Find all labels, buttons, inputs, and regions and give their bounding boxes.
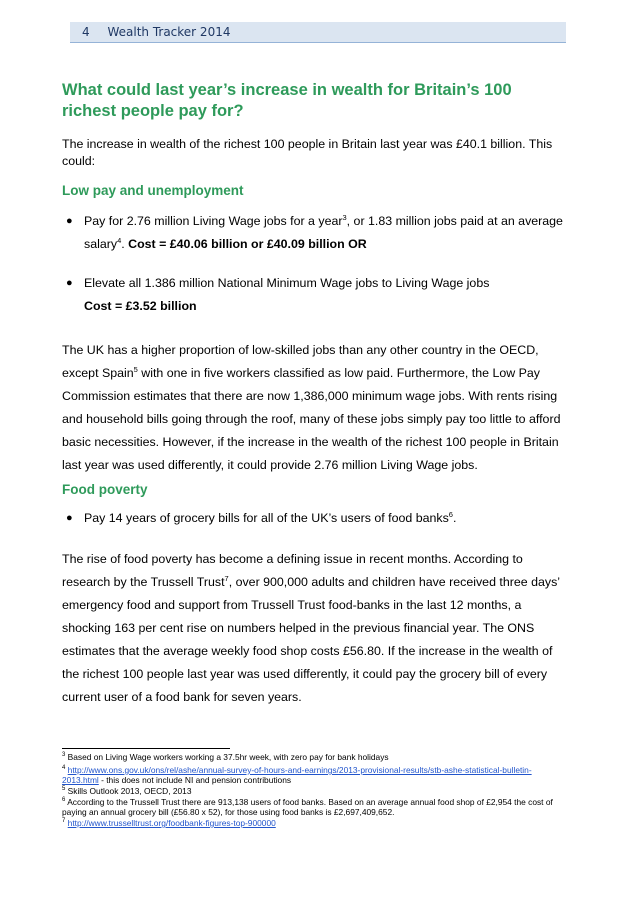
bullet-text-part: Pay for 2.76 million Living Wage jobs for a year — [84, 214, 343, 228]
footnote-text: Based on Living Wage workers working a 37.5hr week, with zero pay for bank holidays — [65, 752, 389, 762]
footnote-ref: 6 — [448, 509, 453, 519]
bullet-icon: ● — [66, 277, 73, 289]
bullet-text-part: Pay 14 years of grocery bills for all of the UK’s users of food banks — [84, 511, 449, 525]
footnote-link[interactable]: http://www.ons.gov.uk/ons/rel/ashe/annual-survey-of-hours-and-earnings/2013-provisional-results/stb-ashe-statistical-bulletin-2013.html — [62, 765, 532, 785]
bullet-text — [84, 210, 564, 256]
paragraph-text: The UK has a higher proportion of low-skilled jobs than any other country in the OECD, except Spain — [62, 343, 539, 380]
footnote-3 — [62, 752, 567, 762]
footnote-text: - this does not include NI and pension contributions — [98, 775, 292, 785]
page-number: 4 — [82, 25, 90, 39]
body-paragraph-food-poverty — [62, 548, 567, 709]
footnote-6 — [62, 797, 567, 817]
page-header — [70, 22, 566, 43]
section-heading-low-pay: Low pay and unemployment — [62, 183, 244, 198]
bullet-text-part: . — [452, 511, 457, 525]
footnote-7 — [62, 818, 567, 828]
bullet-text — [84, 507, 564, 530]
footnote-4 — [62, 765, 567, 785]
header-title: Wealth Tracker 2014 — [107, 25, 231, 39]
footnote-5 — [62, 786, 567, 796]
paragraph-text: with one in five workers classified as low paid. Furthermore, the Low Pay Commission estimates that there are now 1,386,000 minimum wage jobs. With rents rising and household bills going through the roof, many of these jobs simply pay too little to afford basic necessities. However, if the increase in the wealth of the richest 100 people in Britain last year was used differently, it could provide 2.76 million Living Wage jobs. — [62, 366, 561, 472]
paragraph-text: , over 900,000 adults and children have received three days’ emergency food and support from Trussell Trust food-banks in the last 12 months, a shocking 163 per cent rise on numbers helped in the previous financial year. The ONS estimates that the average weekly food shop costs £56.80. If the increase in the wealth of the richest 100 people last year was used differently, it could pay the grocery bill of every current user of a food bank for seven years. — [62, 575, 560, 704]
cost-text: Cost = £40.06 billion or £40.09 billion OR — [128, 237, 367, 251]
bullet-icon: ● — [66, 512, 73, 524]
footnote-ref: 5 — [133, 364, 138, 374]
cost-text: Cost = £3.52 billion — [84, 299, 197, 313]
section-heading-food-poverty: Food poverty — [62, 482, 148, 497]
footnote-text: According to the Trussell Trust there are 913,138 users of food banks. Based on an average annual food shop of £2,954 the cost of paying an annual grocery bill (£56.80 x 52), for those using food banks is £2,697,409,652. — [62, 797, 553, 817]
footnote-number: 5 — [62, 786, 66, 793]
paragraph-text: The rise of food poverty has become a defining issue in recent months. According to research by the Trussell Trust — [62, 552, 523, 589]
footnote-link[interactable]: http://www.trusselltrust.org/foodbank-figures-top-900000 — [67, 818, 276, 828]
intro-paragraph: The increase in wealth of the richest 100 people in Britain last year was £40.1 billion. This could: — [62, 137, 553, 168]
bullet-text-part: , or 1.83 million jobs paid at an average salary — [84, 214, 563, 251]
footnote-ref: 4 — [117, 235, 122, 245]
footnote-ref: 3 — [342, 212, 347, 222]
footnote-text: Skills Outlook 2013, OECD, 2013 — [65, 786, 192, 796]
footnote-ref: 7 — [224, 573, 229, 583]
bullet-text — [84, 272, 564, 318]
footnote-divider — [62, 748, 230, 749]
bullet-text-part: . — [121, 237, 129, 251]
body-paragraph-low-pay — [62, 339, 567, 477]
footnote-number: 6 — [62, 797, 66, 804]
bullet-icon: ● — [66, 215, 73, 227]
bullet-text-part: Elevate all 1.386 million National Minimum Wage jobs to Living Wage jobs — [84, 276, 490, 290]
page-title: What could last year’s increase in wealth for Britain’s 100 richest people pay for? — [62, 81, 512, 120]
footnote-number: 3 — [62, 752, 66, 759]
footnote-number: 4 — [62, 765, 66, 772]
footnote-number: 7 — [62, 818, 66, 825]
